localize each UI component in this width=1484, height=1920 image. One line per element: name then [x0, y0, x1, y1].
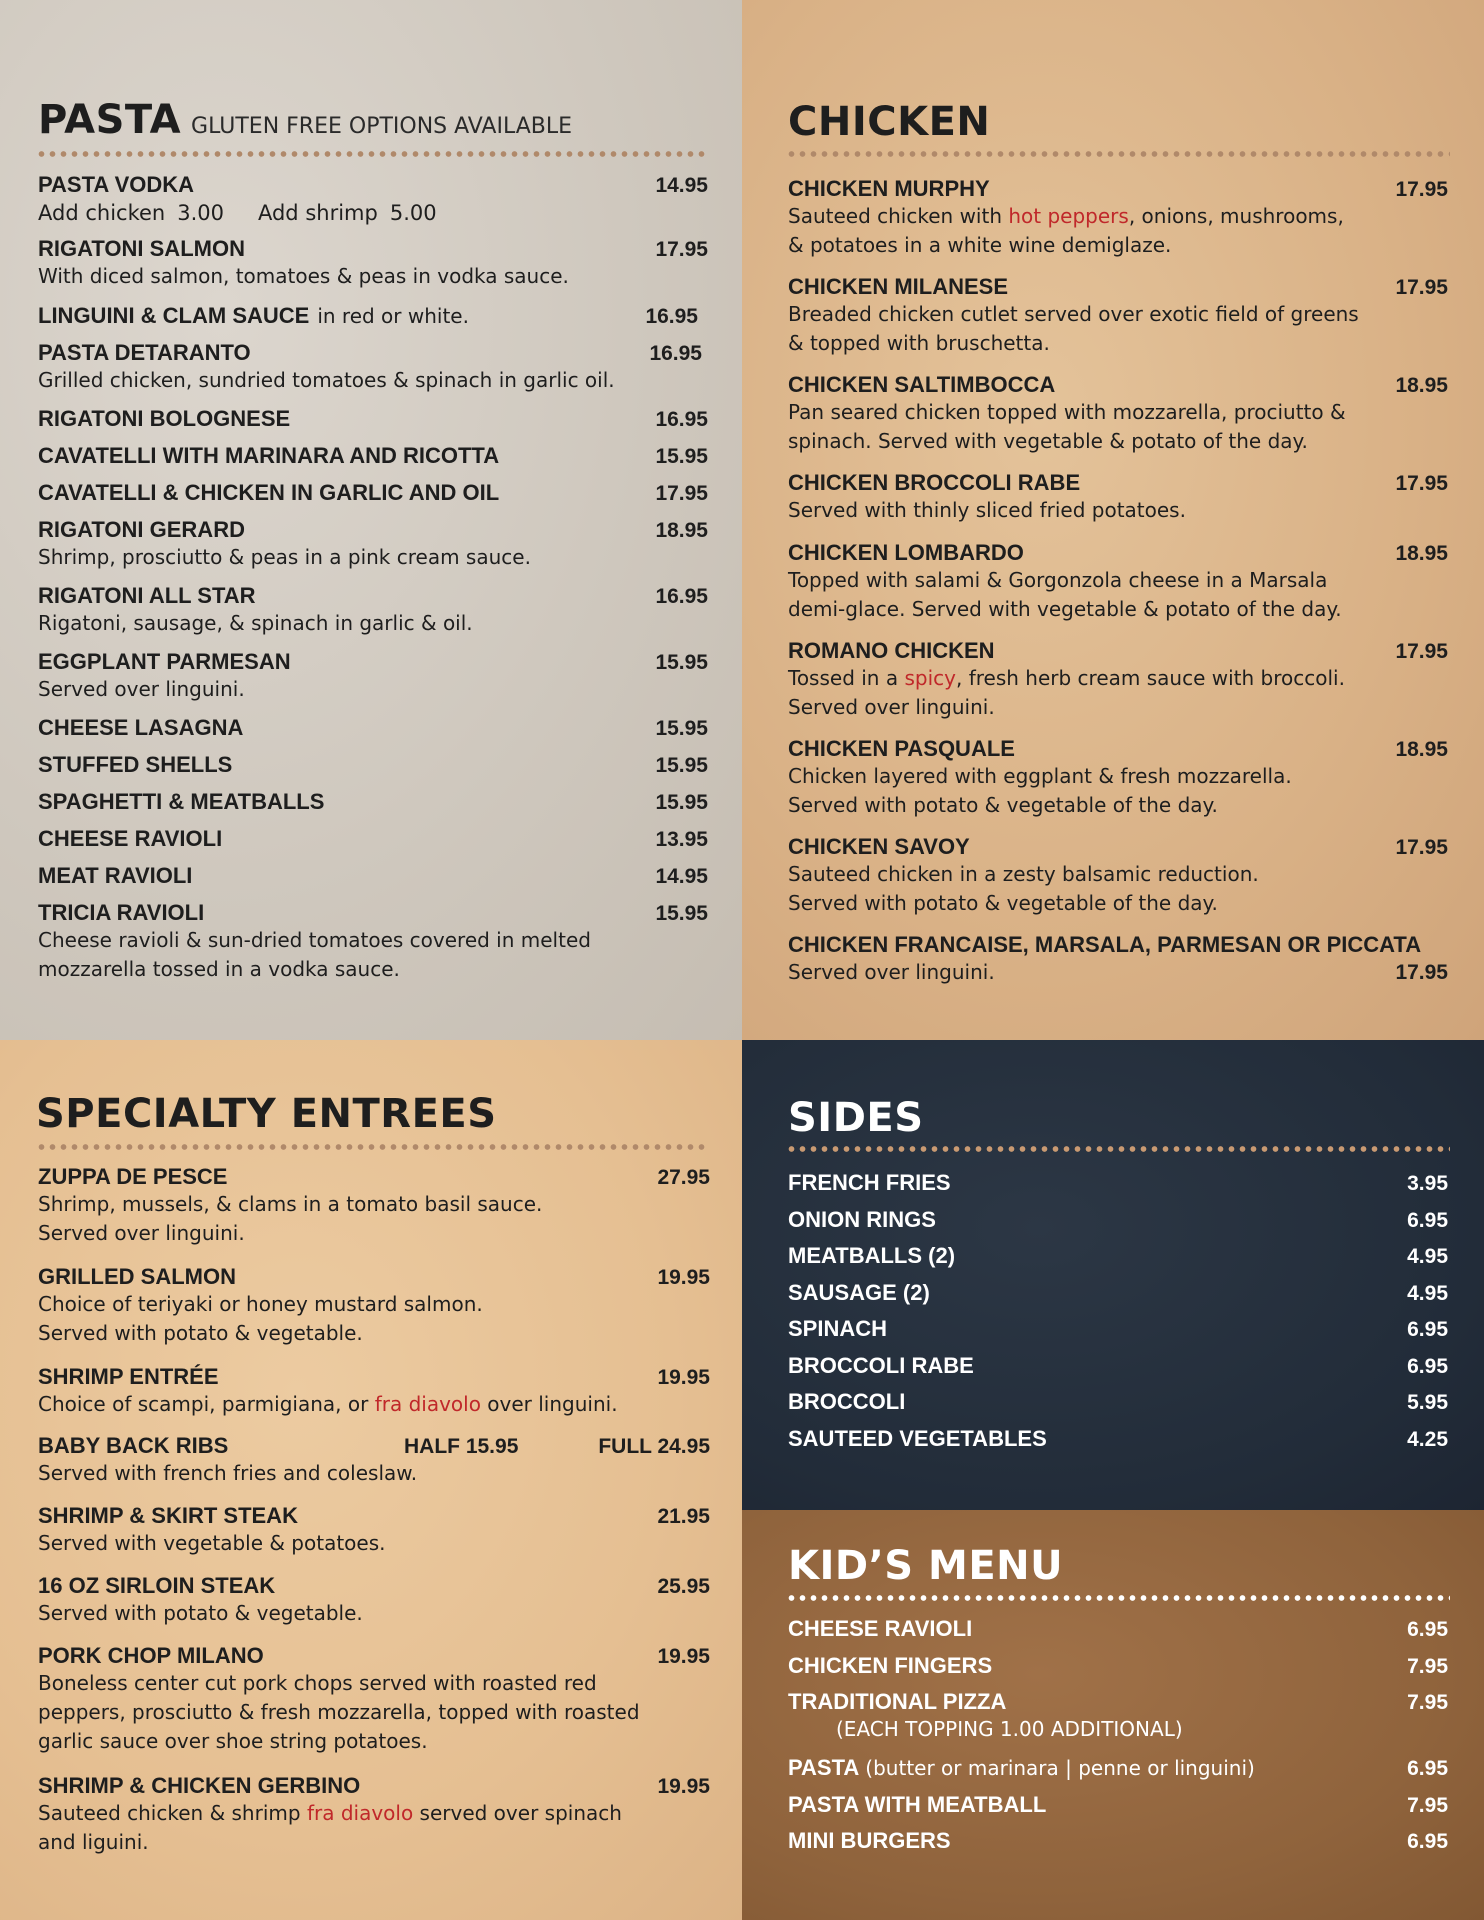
menu-item-shrimp-entree — [38, 1364, 710, 1433]
chicken-divider — [786, 150, 1450, 158]
menu-item — [38, 1503, 710, 1573]
item-price: 16.95 — [655, 585, 708, 608]
item-price: 6.95 — [1407, 1757, 1448, 1780]
menu-item — [788, 1207, 1448, 1244]
item-name: CHICKEN PASQUALE — [788, 736, 1015, 761]
menu-item — [38, 789, 708, 826]
item-name: CHEESE RAVIOLI — [788, 1616, 973, 1641]
item-price-full: FULL 24.95 — [598, 1435, 710, 1458]
item-price: 18.95 — [1395, 738, 1448, 761]
item-price: 17.95 — [1395, 276, 1448, 299]
item-name: LINGUINI & CLAM SAUCE — [38, 303, 310, 328]
item-price: 16.95 — [649, 342, 702, 365]
item-name: CHICKEN SALTIMBOCCA — [788, 372, 1056, 397]
item-name: ZUPPA DE PESCE — [38, 1164, 228, 1189]
item-price: 19.95 — [657, 1366, 710, 1389]
menu-item — [38, 1264, 710, 1364]
menu-item — [38, 340, 708, 406]
item-desc: Boneless center cut pork chops served with roasted red — [38, 1671, 597, 1695]
item-desc: demi-glace. Served with vegetable & potato of the day. — [788, 597, 1342, 621]
item-name: EGGPLANT PARMESAN — [38, 649, 291, 674]
item-desc: mozzarella tossed in a vodka sauce. — [38, 957, 400, 981]
item-name: SAUSAGE (2) — [788, 1279, 930, 1305]
item-name: GRILLED SALMON — [38, 1264, 236, 1289]
item-price: 7.95 — [1407, 1654, 1448, 1678]
chicken-items — [788, 176, 1448, 987]
sides-items — [788, 1170, 1448, 1462]
item-price: 16.95 — [655, 408, 708, 431]
item-desc: Chicken layered with eggplant & fresh mozzarella. — [788, 764, 1292, 788]
item-name: CAVATELLI WITH MARINARA AND RICOTTA — [38, 443, 500, 468]
item-name: SHRIMP & CHICKEN GERBINO — [38, 1773, 361, 1798]
item-price: 16.95 — [645, 305, 698, 328]
item-name: ONION RINGS — [788, 1206, 936, 1232]
desc-text: Tossed in a — [788, 666, 905, 690]
menu-item — [788, 540, 1448, 638]
item-name: STUFFED SHELLS — [38, 752, 233, 777]
item-inline-desc: in red or white. — [317, 304, 469, 328]
item-name: PASTA — [788, 1755, 860, 1780]
specialty-divider — [36, 1143, 708, 1151]
item-price: 19.95 — [657, 1775, 710, 1798]
item-price: 3.95 — [1407, 1172, 1448, 1195]
item-price: 15.95 — [655, 791, 708, 814]
desc-text: , fresh herb cream sauce with broccoli. — [955, 666, 1345, 690]
menu-item — [38, 900, 708, 984]
item-price: 7.95 — [1407, 1793, 1448, 1817]
item-desc: Served with potato & vegetable of the day. — [788, 793, 1218, 817]
menu-item-gerbino — [38, 1773, 710, 1857]
item-desc: Topped with salami & Gorgonzola cheese in a Marsala — [788, 568, 1328, 592]
addon-shrimp-price: 5.00 — [389, 201, 437, 225]
menu-item — [788, 274, 1448, 372]
item-name: CHICKEN FRANCAISE, MARSALA, PARMESAN OR PICCATA — [788, 932, 1422, 957]
item-desc: Served over linguini. — [788, 960, 995, 984]
item-price-half: HALF 15.95 — [404, 1435, 519, 1458]
item-desc: Served with vegetable & potatoes. — [38, 1531, 386, 1555]
menu-item — [38, 303, 708, 340]
menu-item — [38, 406, 708, 443]
item-price: 4.95 — [1407, 1281, 1448, 1305]
item-desc: and liguini. — [38, 1830, 149, 1854]
menu-item — [788, 1792, 1448, 1829]
item-price: 6.95 — [1407, 1618, 1448, 1641]
menu-item — [38, 1643, 710, 1773]
desc-text: Choice of scampi, parmigiana, or — [38, 1392, 375, 1416]
menu-item — [38, 863, 708, 900]
item-price: 17.95 — [655, 238, 708, 261]
item-name: RIGATONI SALMON — [38, 236, 245, 261]
item-name: CHEESE LASAGNA — [38, 715, 244, 740]
item-name: PASTA WITH MEATBALL — [788, 1791, 1047, 1817]
item-price: 15.95 — [655, 902, 708, 925]
menu-item — [788, 1280, 1448, 1317]
item-desc: Served with potato & vegetable. — [38, 1601, 363, 1625]
item-price: 7.95 — [1407, 1691, 1448, 1714]
menu-item-chicken-murphy — [788, 176, 1448, 274]
pasta-items — [38, 172, 708, 984]
item-name: RIGATONI BOLOGNESE — [38, 406, 291, 431]
item-name: CHICKEN BROCCOLI RABE — [788, 470, 1081, 495]
item-name: CHICKEN SAVOY — [788, 834, 970, 859]
item-price: 17.95 — [1395, 472, 1448, 495]
menu-item — [788, 1689, 1448, 1755]
kids-section — [742, 1510, 1484, 1920]
item-price: 14.95 — [655, 865, 708, 888]
sides-title: SIDES — [788, 1095, 924, 1141]
desc-highlight: fra diavolo — [306, 1801, 414, 1825]
menu-item — [788, 1243, 1448, 1280]
item-name: RIGATONI GERARD — [38, 517, 245, 542]
item-price: 25.95 — [657, 1575, 710, 1598]
item-desc: Rigatoni, sausage, & spinach in garlic & oil. — [38, 611, 473, 635]
item-desc: & potatoes in a white wine demiglaze. — [788, 233, 1172, 257]
menu-item — [38, 826, 708, 863]
menu-item — [788, 736, 1448, 834]
menu-item — [788, 1170, 1448, 1207]
item-name: MEAT RAVIOLI — [38, 863, 193, 888]
menu-item — [788, 932, 1448, 987]
specialty-title: SPECIALTY ENTREES — [36, 1091, 497, 1137]
item-desc: Served with thinly sliced fried potatoes. — [788, 498, 1186, 522]
item-desc: Served over linguini. — [38, 677, 245, 701]
item-desc: With diced salmon, tomatoes & peas in vodka sauce. — [38, 264, 569, 288]
item-name: TRADITIONAL PIZZA — [788, 1689, 1007, 1714]
menu-item — [38, 236, 708, 303]
menu-item-baby-back-ribs — [38, 1433, 710, 1503]
item-desc — [788, 202, 1448, 231]
menu-item — [788, 1616, 1448, 1653]
item-desc: Served with potato & vegetable. — [38, 1321, 363, 1345]
item-price: 17.95 — [655, 482, 708, 505]
desc-text: Sauteed chicken & shrimp — [38, 1801, 307, 1825]
item-note: (EACH TOPPING 1.00 ADDITIONAL) — [836, 1717, 1183, 1741]
item-desc: Shrimp, mussels, & clams in a tomato basil sauce. — [38, 1192, 543, 1216]
item-price: 6.95 — [1407, 1830, 1448, 1853]
menu-item — [38, 649, 708, 715]
item-desc: Breaded chicken cutlet served over exotic field of greens — [788, 302, 1359, 326]
item-desc: Pan seared chicken topped with mozzarella, prociutto & — [788, 400, 1346, 424]
kids-items — [788, 1616, 1448, 1865]
item-name: SPAGHETTI & MEATBALLS — [38, 789, 325, 814]
pasta-section — [0, 0, 742, 1040]
item-desc: Served with french fries and coleslaw. — [38, 1461, 418, 1485]
pasta-divider — [36, 150, 708, 158]
item-name: PORK CHOP MILANO — [38, 1643, 264, 1668]
item-price: 17.95 — [1395, 961, 1448, 984]
menu-item — [38, 1164, 710, 1264]
item-price: 18.95 — [1395, 374, 1448, 397]
menu-item — [38, 443, 708, 480]
menu-item — [788, 470, 1448, 540]
item-desc: Choice of teriyaki or honey mustard salmon. — [38, 1292, 483, 1316]
item-price: 13.95 — [655, 828, 708, 851]
item-desc: spinach. Served with vegetable & potato of the day. — [788, 429, 1308, 453]
item-desc: garlic sauce over shoe string potatoes. — [38, 1729, 428, 1753]
item-price: 4.95 — [1407, 1245, 1448, 1268]
item-desc: Sauteed chicken in a zesty balsamic reduction. — [788, 862, 1259, 886]
item-price: 21.95 — [657, 1505, 710, 1528]
item-name: SHRIMP & SKIRT STEAK — [38, 1503, 298, 1528]
item-price: 19.95 — [657, 1645, 710, 1668]
item-name: PASTA DETARANTO — [38, 340, 251, 365]
item-name: TRICIA RAVIOLI — [38, 900, 205, 925]
item-price: 17.95 — [1395, 178, 1448, 201]
item-price: 27.95 — [657, 1166, 710, 1189]
kids-title: KID’S MENU — [788, 1543, 1064, 1589]
item-name: CHICKEN LOMBARDO — [788, 540, 1024, 565]
item-price: 17.95 — [1395, 640, 1448, 663]
item-price: 6.95 — [1407, 1354, 1448, 1378]
item-name: SHRIMP ENTRÉE — [38, 1364, 219, 1389]
item-price: 6.95 — [1407, 1318, 1448, 1341]
item-name: MINI BURGERS — [788, 1828, 951, 1853]
item-name: RIGATONI ALL STAR — [38, 583, 256, 608]
item-price: 15.95 — [655, 754, 708, 777]
menu-item — [38, 752, 708, 789]
pasta-subtitle: GLUTEN FREE OPTIONS AVAILABLE — [191, 114, 573, 139]
menu-item — [38, 480, 708, 517]
item-desc: peppers, prosciutto & fresh mozzarella, topped with roasted — [38, 1700, 640, 1724]
item-desc: Grilled chicken, sundried tomatoes & spinach in garlic oil. — [38, 368, 615, 392]
addon-shrimp-label: Add shrimp — [257, 201, 378, 225]
item-desc — [38, 1799, 710, 1828]
item-name: BROCCOLI — [788, 1389, 906, 1414]
kids-divider — [786, 1594, 1450, 1602]
specialty-section — [0, 1040, 742, 1920]
item-price: 15.95 — [655, 651, 708, 674]
desc-highlight: spicy — [904, 666, 956, 690]
item-price: 17.95 — [1395, 836, 1448, 859]
specialty-items — [38, 1164, 710, 1857]
item-name: CHICKEN MILANESE — [788, 274, 1009, 299]
item-desc: Served over linguini. — [38, 1221, 245, 1245]
menu-item — [788, 1828, 1448, 1865]
desc-text: Sauteed chicken with — [788, 204, 1009, 228]
menu-item — [788, 372, 1448, 470]
item-desc: Served over linguini. — [788, 695, 995, 719]
menu-item — [38, 583, 708, 649]
menu-item — [788, 834, 1448, 932]
desc-highlight: fra diavolo — [374, 1392, 481, 1416]
item-desc: Served with potato & vegetable of the day. — [788, 891, 1218, 915]
menu-item — [38, 1573, 710, 1643]
item-name: FRENCH FRIES — [788, 1170, 951, 1195]
item-price: 15.95 — [655, 445, 708, 468]
desc-text: , onions, mushrooms, — [1128, 204, 1344, 228]
item-name: CHEESE RAVIOLI — [38, 826, 223, 851]
menu-item — [38, 715, 708, 752]
menu-item — [788, 1426, 1448, 1463]
item-desc: & topped with bruschetta. — [788, 331, 1050, 355]
item-price: 14.95 — [655, 174, 708, 197]
item-price: 5.95 — [1407, 1391, 1448, 1414]
menu-item — [788, 1316, 1448, 1353]
menu-item-romano-chicken — [788, 638, 1448, 736]
item-price: 6.95 — [1407, 1208, 1448, 1232]
item-desc: Cheese ravioli & sun-dried tomatoes covered in melted — [38, 928, 591, 952]
menu-item — [788, 1389, 1448, 1426]
sides-divider — [786, 1145, 1450, 1153]
item-desc: Shrimp, prosciutto & peas in a pink cream sauce. — [38, 545, 531, 569]
item-name: SAUTEED VEGETABLES — [788, 1425, 1047, 1451]
item-desc — [788, 664, 1448, 693]
item-price: 15.95 — [655, 717, 708, 740]
chicken-title: CHICKEN — [788, 99, 991, 145]
item-name: PASTA VODKA — [38, 172, 195, 197]
item-price: 19.95 — [657, 1266, 710, 1289]
item-price: 18.95 — [1395, 542, 1448, 565]
pasta-title — [38, 97, 573, 143]
item-desc — [38, 1390, 710, 1419]
menu-item — [788, 1755, 1448, 1792]
sides-section — [742, 1040, 1484, 1510]
pasta-title-text: PASTA — [38, 97, 182, 143]
menu-item — [788, 1653, 1448, 1690]
menu-item — [788, 1353, 1448, 1390]
item-name: BABY BACK RIBS — [38, 1433, 229, 1458]
desc-text: served over spinach — [413, 1801, 622, 1825]
addon-chicken-price: 3.00 — [177, 201, 224, 225]
item-name: CHICKEN FINGERS — [788, 1652, 993, 1678]
item-price: 18.95 — [655, 519, 708, 542]
item-name: BROCCOLI RABE — [788, 1352, 974, 1378]
desc-text: over linguini. — [480, 1392, 618, 1416]
item-price: 4.25 — [1407, 1427, 1448, 1451]
desc-highlight: hot peppers — [1008, 204, 1129, 228]
chicken-section — [742, 0, 1484, 1040]
menu-item-pasta-vodka — [38, 172, 708, 236]
menu-item — [38, 517, 708, 583]
item-name: 16 OZ SIRLOIN STEAK — [38, 1573, 276, 1598]
item-name: SPINACH — [788, 1316, 888, 1341]
item-name: CHICKEN MURPHY — [788, 176, 990, 201]
item-name: MEATBALLS (2) — [788, 1243, 956, 1268]
item-name: CAVATELLI & CHICKEN IN GARLIC AND OIL — [38, 480, 500, 505]
item-name: ROMANO CHICKEN — [788, 638, 995, 663]
addon-chicken-label: Add chicken — [38, 201, 166, 225]
pasta-vodka-addons — [38, 198, 708, 228]
item-inline-desc: (butter or marinara | penne or linguini) — [865, 1756, 1255, 1780]
